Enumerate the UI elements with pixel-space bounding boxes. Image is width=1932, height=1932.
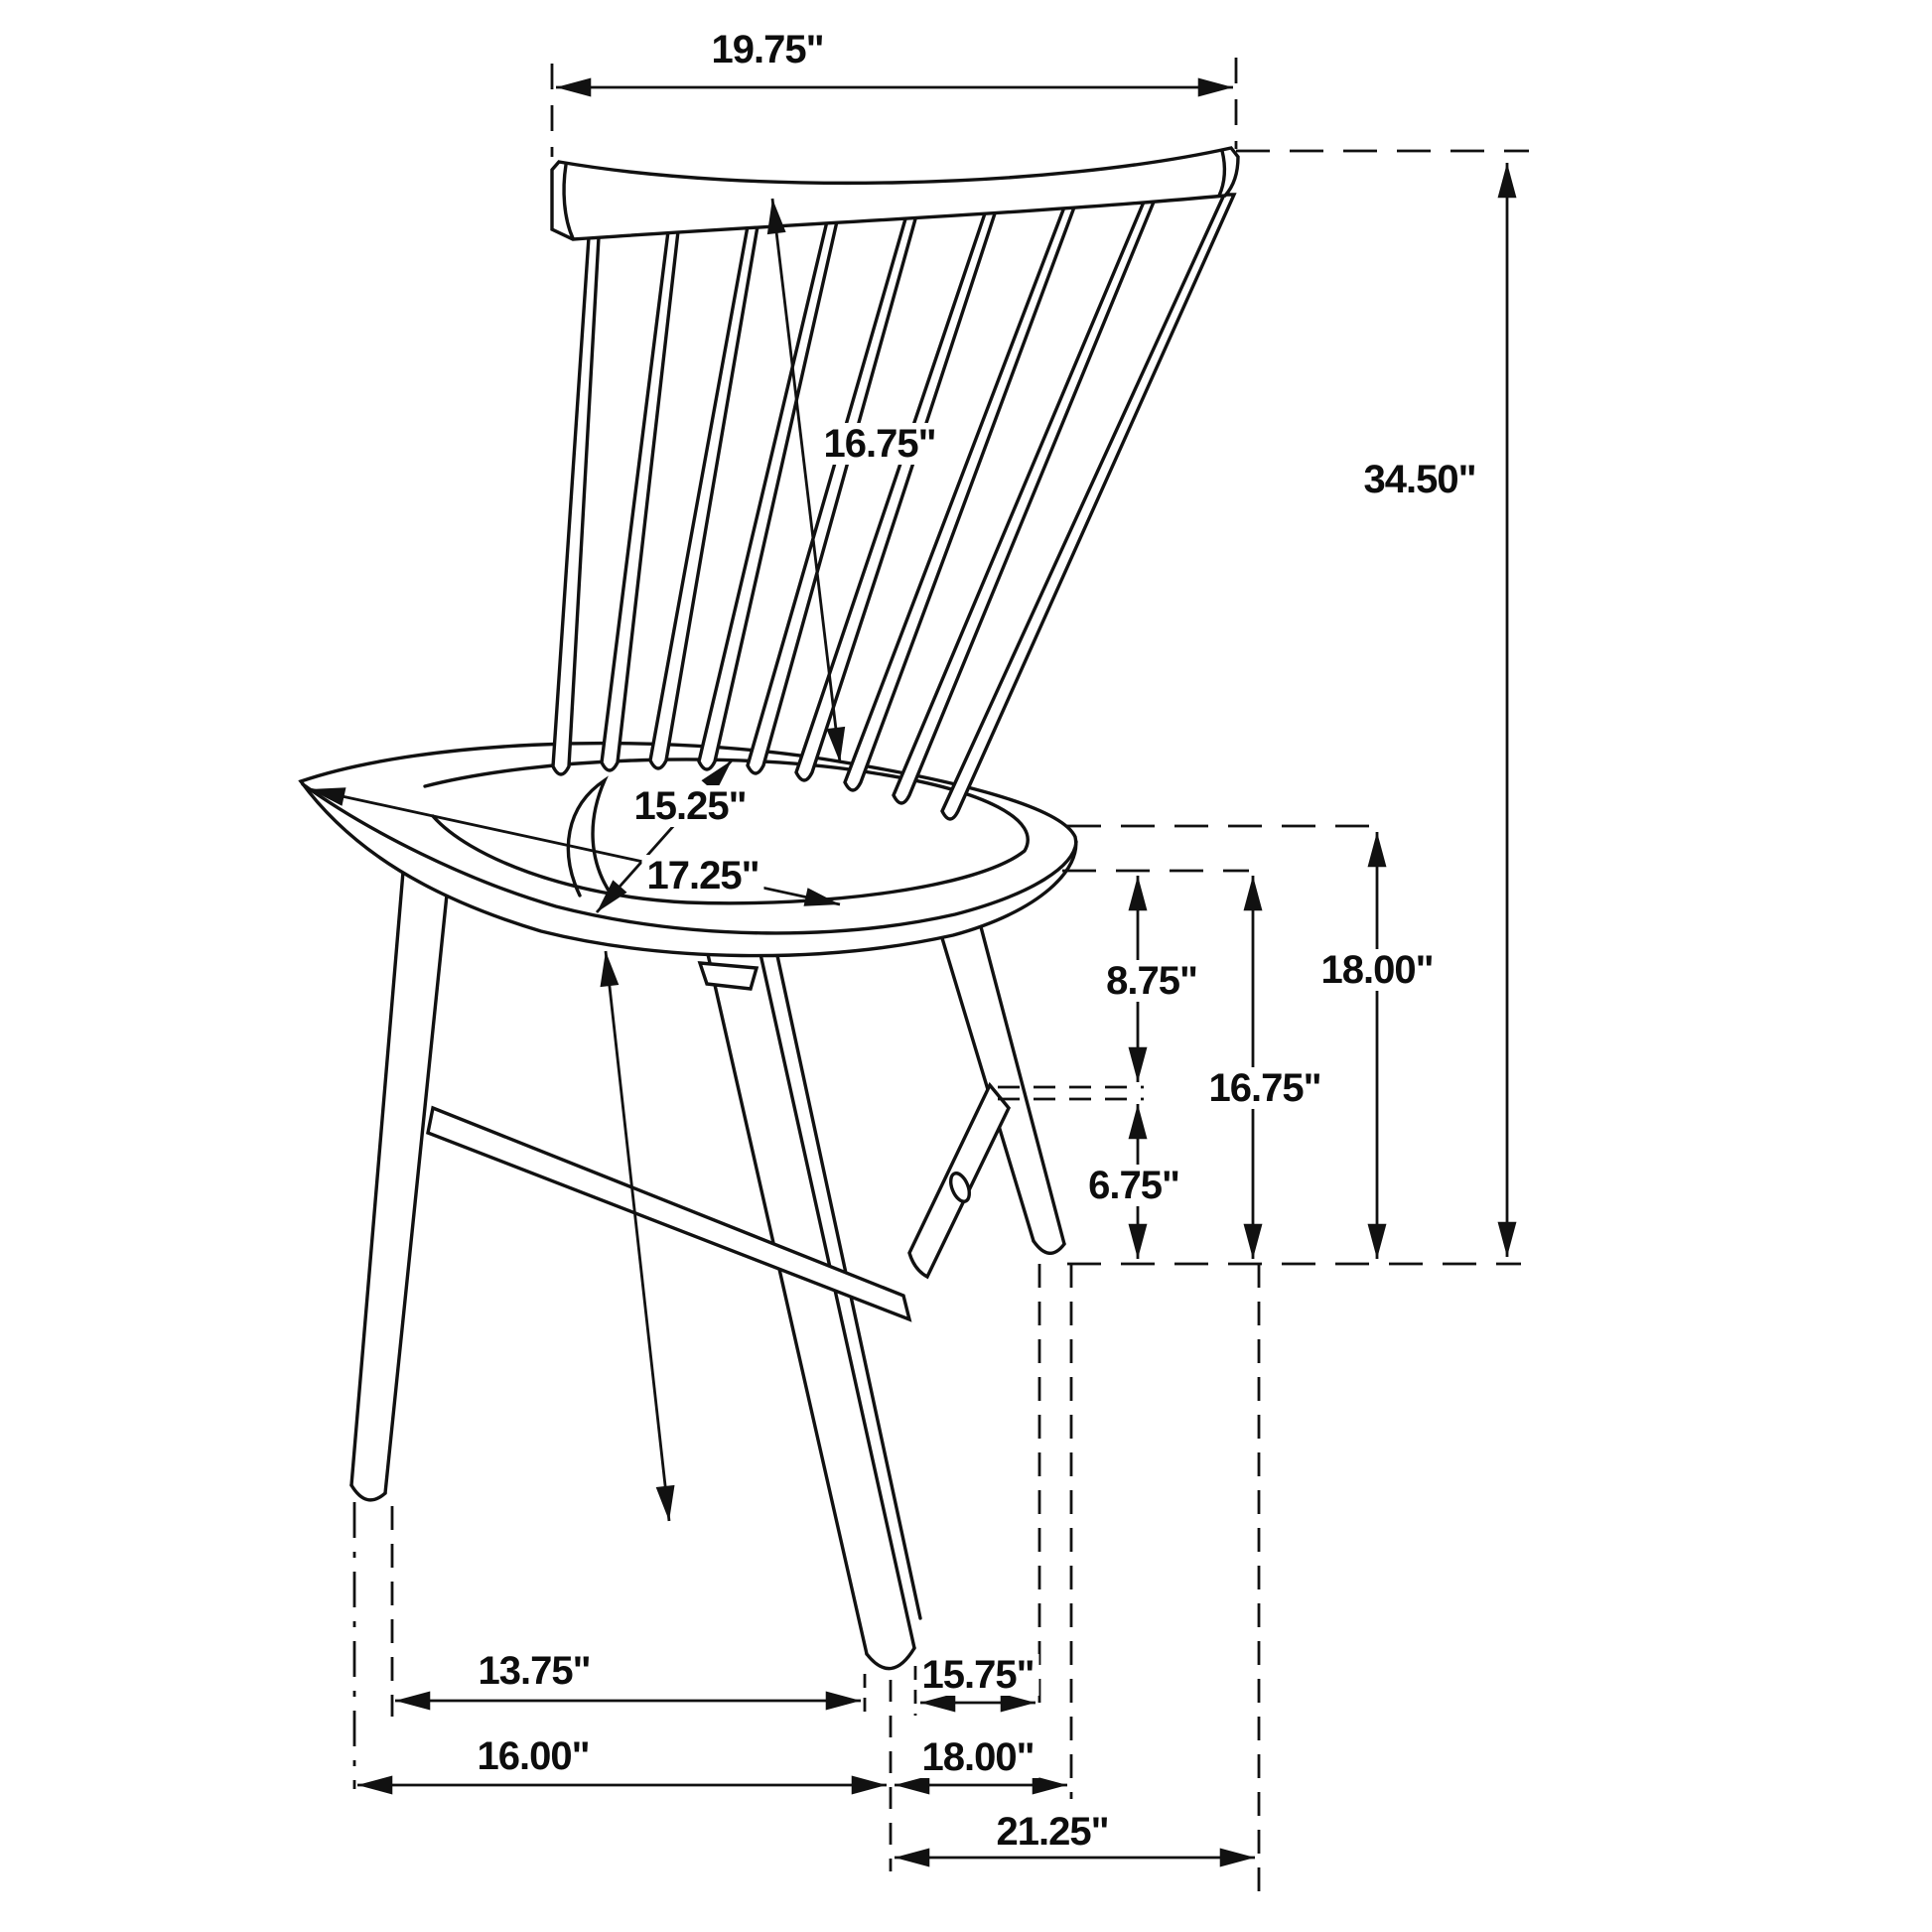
dim-label-overall-height: 34.50"	[1358, 459, 1480, 500]
dim-label-seat-height: 18.00"	[1315, 949, 1438, 991]
dim-label-overall-depth: 21.25"	[991, 1811, 1113, 1853]
dim-line-underseat	[606, 951, 669, 1521]
chair-stretchers	[428, 1085, 1009, 1319]
chair	[301, 148, 1238, 1669]
dim-label-front-span-outer: 16.00"	[472, 1735, 594, 1777]
dim-label-top-width: 19.75"	[706, 29, 828, 70]
dim-label-stretcher-to-floor: 6.75"	[1083, 1165, 1184, 1206]
dim-label-back-height: 16.75"	[818, 423, 940, 465]
dim-label-seat-depth: 15.25"	[628, 785, 751, 827]
dim-label-underseat-height: 16.75"	[1203, 1067, 1325, 1109]
chair-spindles	[553, 195, 1234, 819]
dim-label-side-span-inner: 15.75"	[916, 1654, 1038, 1696]
dim-label-seat-to-stretcher: 8.75"	[1101, 960, 1202, 1002]
dim-label-seat-width: 17.25"	[641, 855, 763, 897]
dim-label-side-span-outer: 18.00"	[916, 1736, 1038, 1778]
dim-label-front-span-inner: 13.75"	[473, 1650, 595, 1692]
